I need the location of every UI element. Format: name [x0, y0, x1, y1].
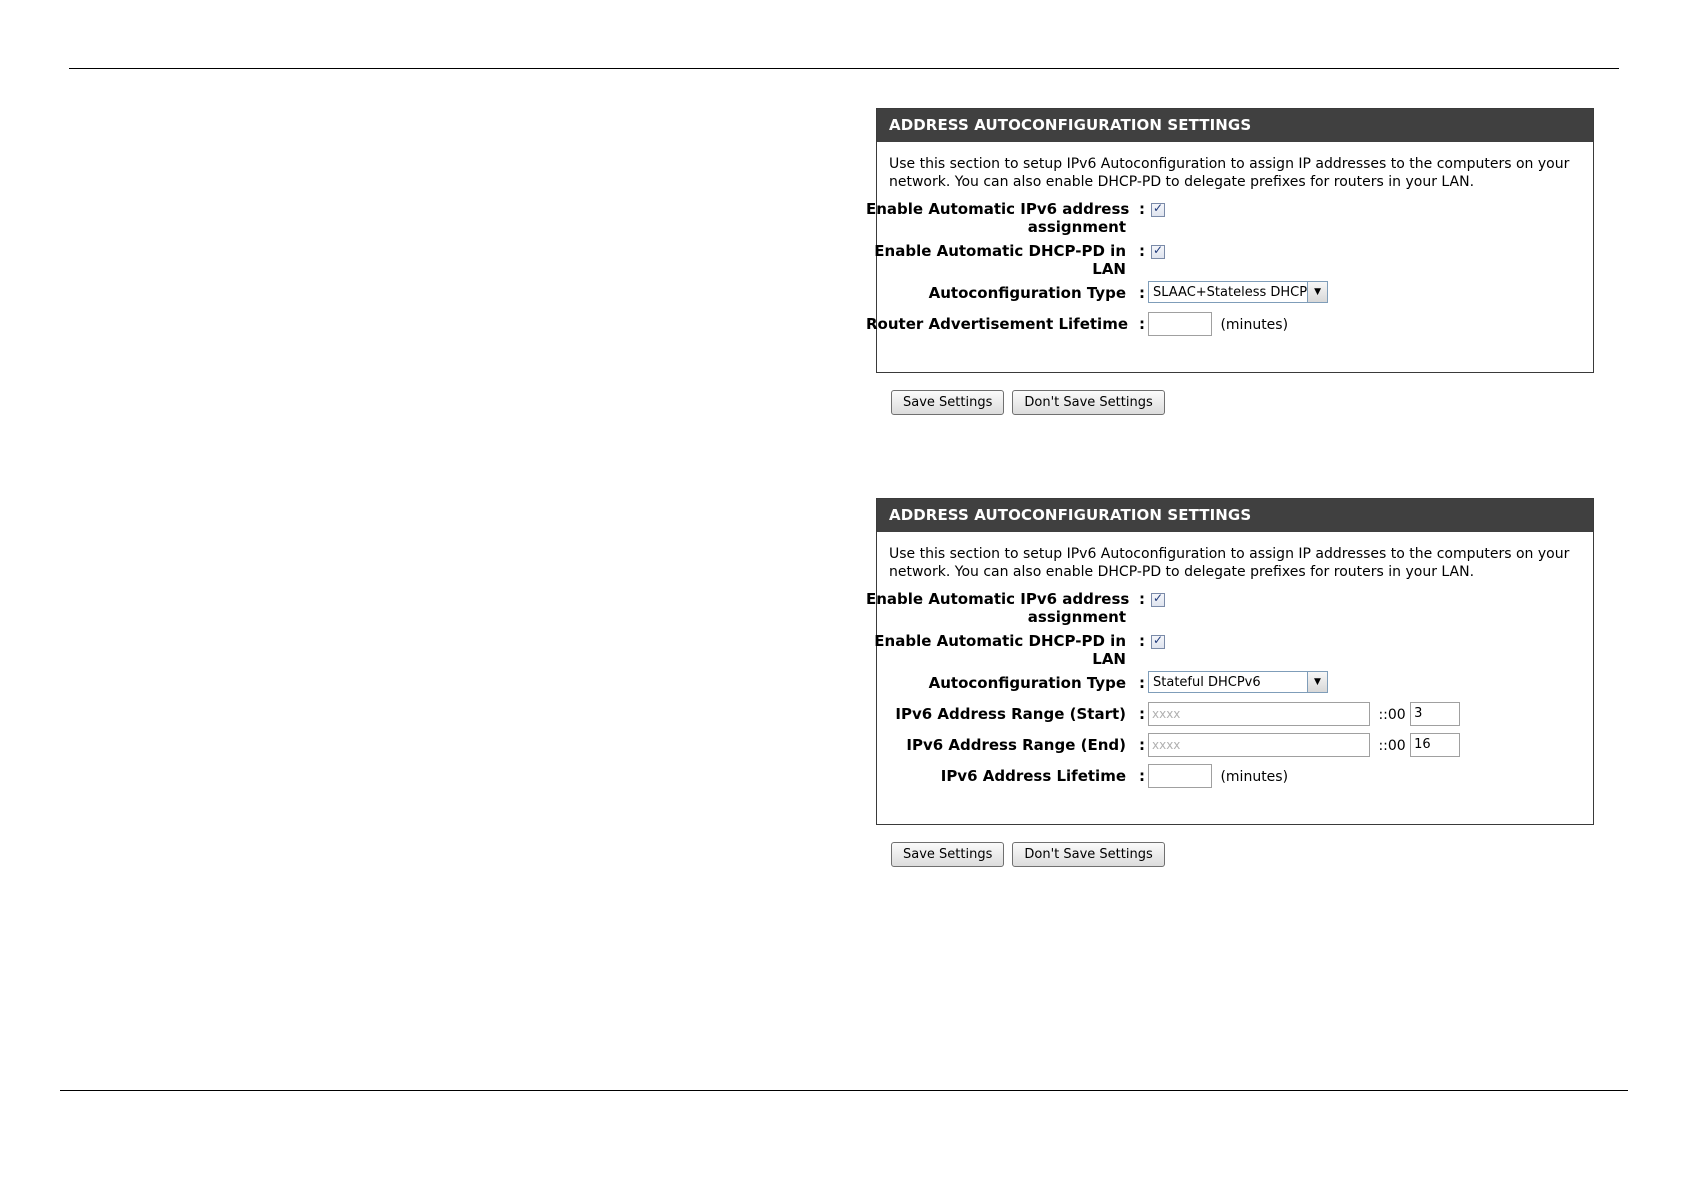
autoconfig-type-label: Autoconfiguration Type: [928, 674, 1126, 692]
enable-dhcp-pd-row: Enable Automatic DHCP-PD in LAN : ✓: [877, 632, 1593, 674]
enable-dhcp-pd-label: Enable Automatic DHCP-PD in LAN: [874, 242, 1126, 278]
panel-2-buttons: [891, 842, 1165, 867]
autoconfig-panel-1: [866, 108, 1594, 373]
autoconfig-type-select[interactable]: SLAAC+Stateless DHCP ▼: [1148, 281, 1328, 303]
range-end-prefix-input[interactable]: xxxx: [1148, 733, 1370, 757]
save-settings-button[interactable]: Save Settings: [891, 842, 1004, 867]
enable-dhcp-pd-checkbox[interactable]: [1151, 245, 1165, 259]
autoconfig-type-label: Autoconfiguration Type: [928, 284, 1126, 302]
enable-dhcp-pd-checkbox[interactable]: [1151, 635, 1165, 649]
chevron-down-icon: ▼: [1307, 672, 1327, 692]
enable-ipv6-row: Enable Automatic IPv6 address assignment : ✓: [866, 590, 1164, 626]
router-adv-lifetime-input[interactable]: [1148, 312, 1212, 336]
dont-save-settings-button[interactable]: Don't Save Settings: [1012, 842, 1164, 867]
enable-ipv6-row: Enable Automatic IPv6 address assignment : ✓: [866, 200, 1164, 236]
range-start-suffix-input[interactable]: 3: [1410, 702, 1460, 726]
bottom-divider: [60, 1090, 1628, 1091]
router-adv-lifetime-row: Router Advertisement Lifetime : (minutes): [877, 315, 1593, 346]
range-start-separator: ::00: [1378, 707, 1406, 723]
top-divider: [69, 68, 1619, 69]
range-start-prefix-input[interactable]: xxxx: [1148, 702, 1370, 726]
enable-ipv6-checkbox[interactable]: [1151, 203, 1165, 217]
enable-ipv6-label: Enable Automatic IPv6 address assignment: [866, 200, 1130, 236]
check-icon: ✓: [1153, 243, 1164, 257]
chevron-down-icon: ▼: [1307, 282, 1327, 302]
dont-save-settings-button[interactable]: Don't Save Settings: [1012, 390, 1164, 415]
router-adv-lifetime-label: Router Advertisement Lifetime: [866, 315, 1128, 333]
autoconfig-type-select[interactable]: Stateful DHCPv6 ▼: [1148, 671, 1328, 693]
range-end-label: IPv6 Address Range (End): [906, 736, 1126, 754]
save-settings-button[interactable]: Save Settings: [891, 390, 1004, 415]
enable-dhcp-pd-row: Enable Automatic DHCP-PD in LAN : ✓: [877, 242, 1593, 284]
panel-title: ADDRESS AUTOCONFIGURATION SETTINGS: [877, 109, 1593, 142]
autoconfig-type-row: Autoconfiguration Type : SLAAC+Stateless DHCP ▼: [877, 284, 1593, 315]
minutes-unit: (minutes): [1220, 769, 1289, 785]
panel-description: Use this section to setup IPv6 Autoconfiguration to assign IP addresses to the computers on your network. You can also enable DHCP-PD to delegate prefixes for routers in your LAN.: [889, 546, 1570, 580]
enable-dhcp-pd-label: Enable Automatic DHCP-PD in LAN: [874, 632, 1126, 668]
enable-ipv6-checkbox[interactable]: [1151, 593, 1165, 607]
enable-ipv6-label: Enable Automatic IPv6 address assignment: [866, 590, 1130, 626]
address-lifetime-row: IPv6 Address Lifetime : (minutes): [877, 767, 1593, 798]
check-icon: ✓: [1153, 201, 1164, 215]
minutes-unit: (minutes): [1220, 317, 1289, 333]
range-end-separator: ::00: [1378, 738, 1406, 754]
range-start-label: IPv6 Address Range (Start): [895, 705, 1126, 723]
check-icon: ✓: [1153, 633, 1164, 647]
panel-title: ADDRESS AUTOCONFIGURATION SETTINGS: [877, 499, 1593, 532]
address-lifetime-label: IPv6 Address Lifetime: [940, 767, 1126, 785]
range-end-suffix-input[interactable]: 16: [1410, 733, 1460, 757]
panel-1-buttons: [891, 390, 1165, 415]
autoconfig-panel-2: [866, 498, 1594, 825]
check-icon: ✓: [1153, 591, 1164, 605]
range-end-row: IPv6 Address Range (End) : xxxx ::00 16: [877, 736, 1593, 767]
range-start-row: IPv6 Address Range (Start) : xxxx ::00 3: [877, 705, 1593, 736]
autoconfig-type-row: Autoconfiguration Type : Stateful DHCPv6 ▼: [877, 674, 1593, 705]
panel-description: Use this section to setup IPv6 Autoconfiguration to assign IP addresses to the computers on your network. You can also enable DHCP-PD to delegate prefixes for routers in your LAN.: [889, 156, 1570, 190]
address-lifetime-input[interactable]: [1148, 764, 1212, 788]
